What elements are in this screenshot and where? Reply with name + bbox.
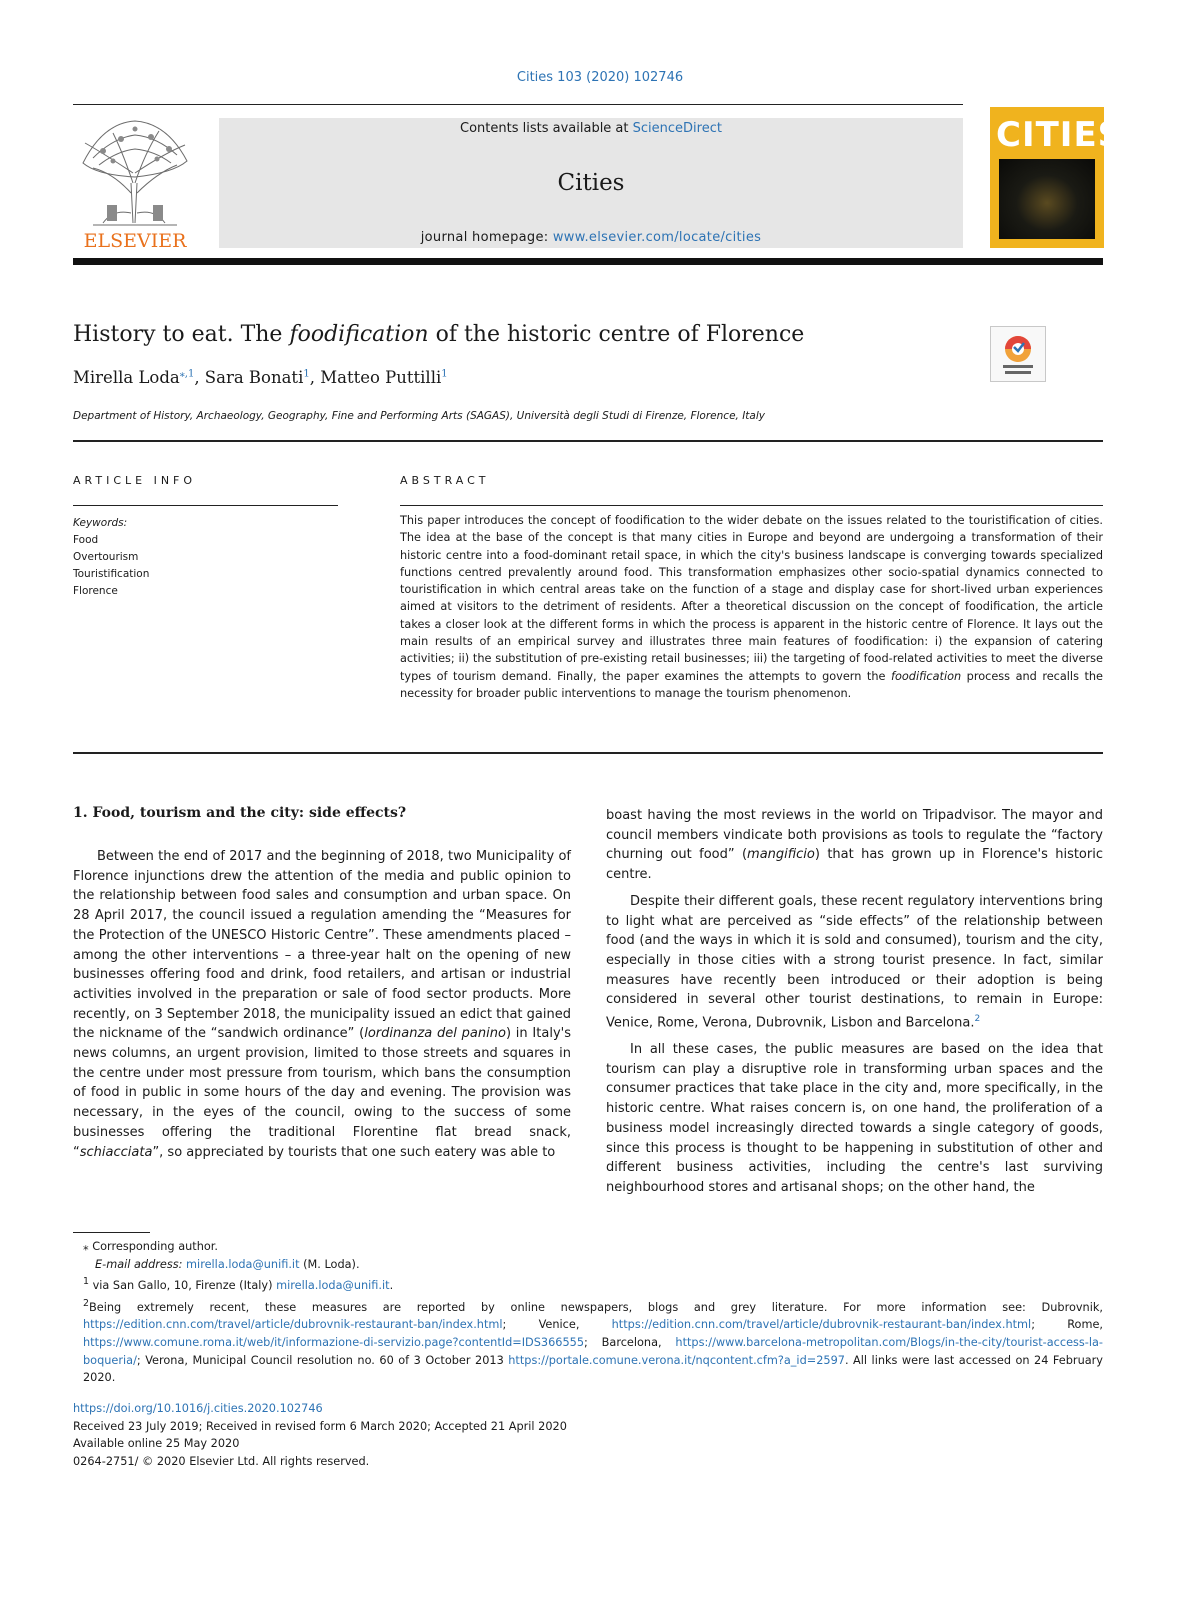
body-paragraph (606, 892, 1103, 1033)
title-part-1: History to eat. The (73, 322, 290, 347)
abstract-divider (73, 752, 1103, 754)
footnote-text: via San Gallo, 10, Firenze (Italy) (89, 1279, 277, 1293)
keyword-item: Food (73, 534, 99, 546)
footnote-2 (73, 1295, 1103, 1387)
footnote-text: . All links were last accessed on 24 February 2020. (83, 1353, 1103, 1385)
paragraph-emphasis: lordinanza del panino (364, 1026, 506, 1042)
abstract-emphasis: foodification (890, 669, 962, 683)
body-paragraph (73, 847, 571, 1162)
author-1-marks[interactable]: ⁎,1 (179, 368, 195, 380)
contents-prefix: Contents lists available at (460, 121, 633, 136)
author-3: , Matteo Puttilli (309, 368, 442, 387)
abstract-part-1: This paper introduces the concept of foodification to the wider debate on the issues related to the touristification of cities. The idea at the base of the concept is that many cities in Europe and beyond are undergoing a transformation of their historic centre into a food-dominant retail space, in which the city's business landscape is converging towards specialized functions centred prevalently around food. This transformation emphasizes other socio-spatial dynamics connected to touristification in which central areas take on the function of a stage and display case for short-lived urban experiences aimed at visitors to the detriment of residents. After a theoretical discussion on the concept of foodification, the article takes a closer look at the different forms in which the process is apparent in the historic centre of Florence. It lays out the main results of an empirical survey and illustrates three main features of foodification: i) the expansion of catering activities; ii) the substitution of pre-existing retail businesses; iii) the targeting of food-related activities to meet the diverse types of tourism demand. Finally, the paper examines the attempts to govern the (400, 514, 1103, 683)
article-title (73, 322, 804, 347)
footnote-ref[interactable]: 2 (974, 1014, 981, 1025)
homepage-prefix: journal homepage: (420, 230, 553, 245)
keywords-label: Keywords: (73, 517, 128, 529)
author-list (73, 368, 448, 387)
footnote-link[interactable]: https://edition.cnn.com/travel/article/dubrovnik-restaurant-ban/index.html (83, 1318, 503, 1332)
sciencedirect-link[interactable]: ScienceDirect (632, 121, 722, 136)
cover-title: CITIES (996, 115, 1124, 155)
footnote-text: ; Venice, (502, 1318, 612, 1332)
footnote-link[interactable]: https://portale.comune.verona.it/nqcontent.cfm?a_id=2597 (508, 1353, 845, 1367)
journal-homepage-line (219, 230, 963, 245)
footnote-mark: 1 (83, 1276, 89, 1288)
article-info-rule (73, 505, 338, 506)
paragraph-text: boast having the most reviews in the world on Tripadvisor. The mayor and council members vindicate both provisions as tools to regulate the “factory churning out food” ( (606, 808, 1103, 863)
author-2: , Sara Bonati (194, 368, 304, 387)
paragraph-text: ”, so appreciated by tourists that one such eatery was able to (152, 1144, 556, 1160)
cover-city-lights-image (999, 159, 1095, 239)
doi-link[interactable]: https://doi.org/10.1016/j.cities.2020.102746 (73, 1402, 323, 1415)
footnote-link[interactable]: https://www.barcelona-metropolitan.com/Blogs/in-the-city/tourist-access-la-boqueria/ (83, 1336, 1103, 1367)
footnote-link[interactable]: https://edition.cnn.com/travel/article/dubrovnik-restaurant-ban/index.html (611, 1318, 1032, 1332)
keyword-item: Overtourism (73, 551, 139, 563)
email-note (73, 1256, 1103, 1274)
footnote-text: Corresponding author. (88, 1240, 218, 1253)
footnote-rule (73, 1232, 150, 1233)
footnote-text: ; Verona, Municipal Council resolution no. 60 of 3 October 2013 (136, 1353, 509, 1367)
paragraph-text: Despite their different goals, these recent regulatory interventions bring to light what are perceived as “side effects” of the relationship between food (and the ways in which it is sold and consumed), tourism and the city, especially in those cities with a strong tourist presence. In fact, similar measures have recently been introduced or their adoption is being considered in several other tourist destinations, to remain in Europe: Venice, Rome, Verona, Dubrovnik, Lisbon and Barcelona. (606, 893, 1103, 1031)
keyword-item: Touristification (73, 568, 150, 580)
contents-available-line (219, 121, 963, 136)
paragraph-text: ) in Italy's news columns, an urgent provision, limited to those streets and squares in the centre under most pressure from tourism, which bans the consumption of food in public in some hours of the day and evening. The provision was necessary, in the eyes of the council, owing to the success of some businesses offering the traditional Florentine flat bread snack, “ (73, 1026, 571, 1160)
received-dates: Received 23 July 2019; Received in revised form 6 March 2020; Accepted 21 April 2020 (73, 1419, 567, 1433)
footnote-email-link[interactable]: mirella.loda@unifi.it (276, 1279, 390, 1293)
author-2-marks[interactable]: 1 (303, 368, 310, 380)
title-emphasis: foodification (289, 322, 429, 347)
keywords-block (73, 515, 149, 600)
body-paragraph: In all these cases, the public measures are based on the idea that tourism can play a disruptive role in transforming urban spaces and the consumer practices that take place in the city and, more specifically, in the historic centre. What raises concern is, on one hand, the proliferation of a business model increasingly directed towards a single category of goods, since this process is thought to be happening in substitution of other and different business activities, including the centre's last surviving neighbourhood stores and artisanal shops; on the other hand, the (606, 1042, 1103, 1195)
paragraph-text: ) that has grown up in Florence's historic centre. (606, 847, 1103, 883)
abstract-rule (400, 505, 1103, 506)
footnote-suffix: . (389, 1279, 394, 1293)
footnote-link[interactable]: https://www.comune.roma.it/web/it/informazione-di-servizio.page?contentId=IDS366555 (83, 1336, 585, 1350)
crossmark-icon[interactable] (990, 326, 1046, 382)
elsevier-wordmark: ELSEVIER (83, 230, 187, 252)
corresponding-author-note (73, 1238, 1103, 1256)
title-part-2: of the historic centre of Florence (428, 322, 805, 347)
journal-cover (990, 107, 1124, 248)
author-3-marks[interactable]: 1 (441, 368, 448, 380)
email-suffix: (M. Loda). (299, 1257, 360, 1271)
copyright-line: 0264-2751/ © 2020 Elsevier Ltd. All rights reserved. (73, 1455, 370, 1469)
email-label: E-mail address: (95, 1257, 187, 1271)
footnote-mark: ⁎ (83, 1240, 89, 1253)
paragraph-emphasis: mangificio (747, 847, 815, 863)
elsevier-tree-logo (73, 113, 197, 253)
body-column-right (606, 806, 1103, 1198)
journal-title: Cities (557, 170, 625, 196)
body-paragraph (606, 806, 1103, 885)
abstract-heading: ABSTRACT (400, 474, 490, 487)
abstract-text (400, 512, 1103, 702)
header-thick-rule (73, 258, 1103, 265)
footnote-text: ; Rome, (1031, 1318, 1104, 1332)
footnote-text: Being extremely recent, these measures are reported by online newspapers, blogs and grey literature. For more information see: Dubrovnik, (89, 1300, 1103, 1314)
section-heading: 1. Food, tourism and the city: side effects? (73, 805, 407, 821)
abstract-part-2: process and recalls the necessity for broader public interventions to manage the tourism phenomenon. (400, 669, 1103, 700)
publication-info (73, 1400, 567, 1471)
author-1: Mirella Loda (73, 368, 180, 387)
email-link[interactable]: mirella.loda@unifi.it (186, 1257, 300, 1271)
footnote-text: ; Barcelona, (584, 1336, 676, 1350)
header-rule (73, 104, 963, 105)
paragraph-text: Between the end of 2017 and the beginning of 2018, two Municipality of Florence injunctions drew the attention of the media and public opinion to the relationship between food sales and consumption and urban space. On 28 April 2017, the council issued a regulation amending the “Measures for the Protection of the UNESCO Historic Centre”. These amendments placed – among the other interventions – a three-year halt on the opening of new businesses offering food and drink, food retailers, and artisan or industrial activities involved in the preparation or sale of food sector products. More recently, on 3 September 2018, the municipality issued an edict that gained the nickname of the “sandwich ordinance” ( (73, 849, 571, 1042)
title-divider (73, 440, 1103, 442)
article-info-heading: ARTICLE INFO (73, 474, 197, 487)
body-column-left (73, 847, 571, 1162)
footnotes (73, 1238, 1103, 1387)
journal-citation[interactable]: Cities 103 (2020) 102746 (516, 70, 684, 85)
footnote-mark: 2 (83, 1297, 89, 1309)
keyword-item: Florence (73, 585, 118, 597)
homepage-link[interactable]: www.elsevier.com/locate/cities (552, 230, 762, 245)
paragraph-emphasis: schiacciata (79, 1144, 153, 1160)
available-online: Available online 25 May 2020 (73, 1437, 240, 1451)
affiliation: Department of History, Archaeology, Geography, Fine and Performing Arts (SAGAS), Università degli Studi di Firenze, Florence, Italy (73, 410, 765, 422)
footnote-1 (73, 1273, 1103, 1294)
